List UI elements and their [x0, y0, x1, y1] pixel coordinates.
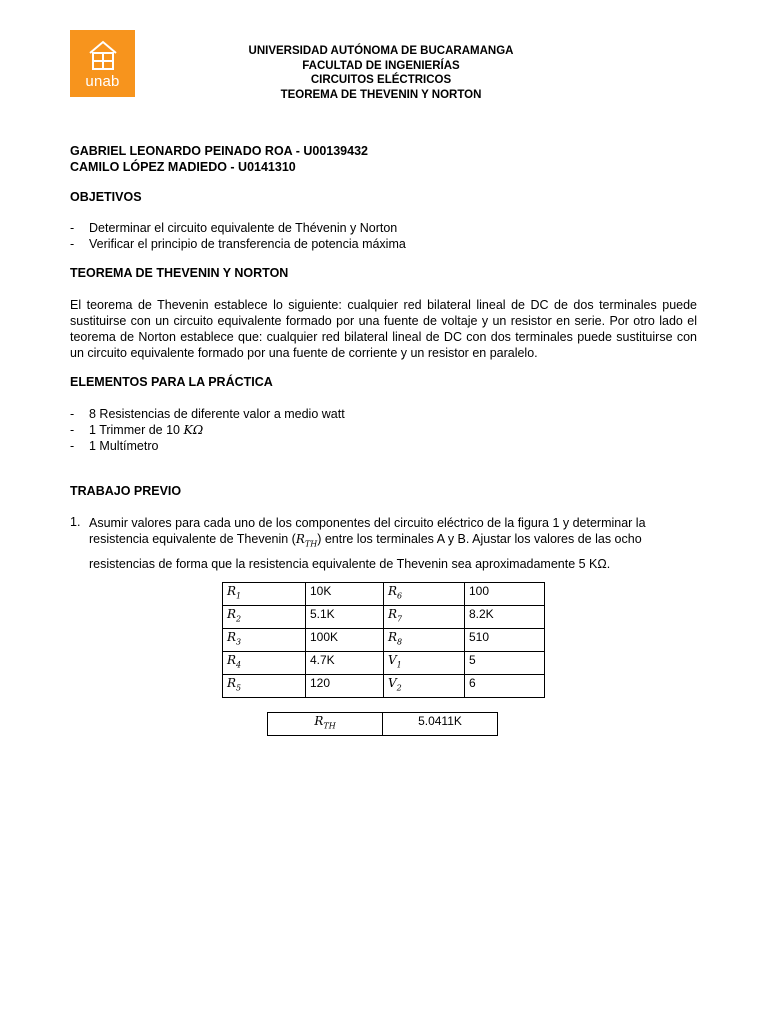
component-value: 8.2K — [465, 606, 545, 629]
table-row — [223, 606, 545, 629]
section-heading-teorema: TEOREMA DE THEVENIN Y NORTON — [70, 266, 289, 280]
item-number: 1. — [70, 515, 81, 529]
table-row — [223, 675, 545, 698]
component-symbol: $V_1$ — [384, 652, 465, 675]
list-item: - Verificar el principio de transferencia de potencia máxima — [70, 236, 406, 252]
section-heading-objetivos: OBJETIVOS — [70, 190, 142, 204]
rth-symbol-cell: $R_{TH}$ — [268, 713, 383, 736]
component-symbol: $R_7$ — [384, 606, 465, 629]
item-line: resistencias de forma que la resistencia equivalente de Thevenin sea aproximadamente 5 KΩ. — [89, 557, 611, 572]
component-symbol: $R_2$ — [223, 606, 306, 629]
trimmer-unit: KΩ — [183, 422, 204, 437]
component-symbol: $V_2$ — [384, 675, 465, 698]
teorema-paragraph: El teorema de Thevenin establece lo siguiente: cualquier red bilateral lineal de DC de dos terminales puede sustituirse con un circuito equivalente formado por una fuente de voltaje y un resistor en serie. Por otro lado el teorema de Norton establece que: cualquier red bilateral lineal de DC con dos terminales puede sustituirse con un circuito equivalente formado por una fuente de corriente y un resistor en paralelo. — [70, 298, 697, 360]
course-name: CIRCUITOS ELÉCTRICOS — [310, 74, 452, 86]
logo-text: unab — [85, 73, 120, 90]
component-symbol: $R_5$ — [223, 675, 306, 698]
author-name: CAMILO LÓPEZ MADIEDO - U0141310 — [70, 160, 296, 174]
list-item-trimmer — [70, 422, 345, 438]
component-symbol: $R_3$ — [223, 629, 306, 652]
item-line-2: resistencia equivalente de Thevenin $(R_{TH})$ entre los terminales A y B. Ajustar los valores de las ocho — [89, 532, 642, 549]
component-value: 5.1K — [306, 606, 384, 629]
list-item: - 8 Resistencias de diferente valor a medio watt — [70, 406, 345, 422]
rth-table — [267, 712, 498, 736]
document-title: TEOREMA DE THEVENIN Y NORTON — [280, 88, 482, 101]
document-header — [190, 44, 572, 102]
trabajo-item-1 — [70, 515, 697, 572]
university-name: UNIVERSIDAD AUTÓNOMA DE BUCARAMANGA — [248, 45, 514, 57]
table-row — [268, 713, 498, 736]
component-symbol: $R_4$ — [223, 652, 306, 675]
building-icon — [88, 39, 118, 73]
component-symbol: $R_1$ — [223, 583, 306, 606]
component-value: 120 — [306, 675, 384, 698]
component-value: 10K — [306, 583, 384, 606]
list-item: - Determinar el circuito equivalente de Thévenin y Norton — [70, 220, 406, 236]
component-value: 4.7K — [306, 652, 384, 675]
faculty-name: FACULTAD DE INGENIERÍAS — [302, 59, 460, 72]
section-heading-elementos: ELEMENTOS PARA LA PRÁCTICA — [70, 375, 273, 389]
component-value: 510 — [465, 629, 545, 652]
item-line: Asumir valores para cada uno de los componentes del circuito eléctrico de la figura 1 y determinar la — [89, 516, 646, 530]
elementos-list — [70, 406, 345, 454]
table-row — [223, 583, 545, 606]
component-symbol: $R_8$ — [384, 629, 465, 652]
table-row — [223, 652, 545, 675]
rth-symbol: $R_{TH}$ — [295, 532, 318, 549]
trimmer-text: 1 Trimmer de 10 — [89, 423, 184, 437]
section-heading-trabajo: TRABAJO PREVIO — [70, 484, 182, 498]
component-value: 100 — [465, 583, 545, 606]
objetivos-list — [70, 220, 406, 252]
unab-logo — [70, 30, 135, 97]
components-table — [222, 582, 545, 698]
component-value: 5 — [465, 652, 545, 675]
authors — [70, 143, 368, 175]
table-row — [223, 629, 545, 652]
component-value: 100K — [306, 629, 384, 652]
rth-value: 5.0411K — [383, 713, 498, 736]
component-value: 6 — [465, 675, 545, 698]
component-symbol: $R_6$ — [384, 583, 465, 606]
list-item: - 1 Multímetro — [70, 438, 345, 454]
author-name: GABRIEL LEONARDO PEINADO ROA - U00139432 — [70, 144, 368, 158]
